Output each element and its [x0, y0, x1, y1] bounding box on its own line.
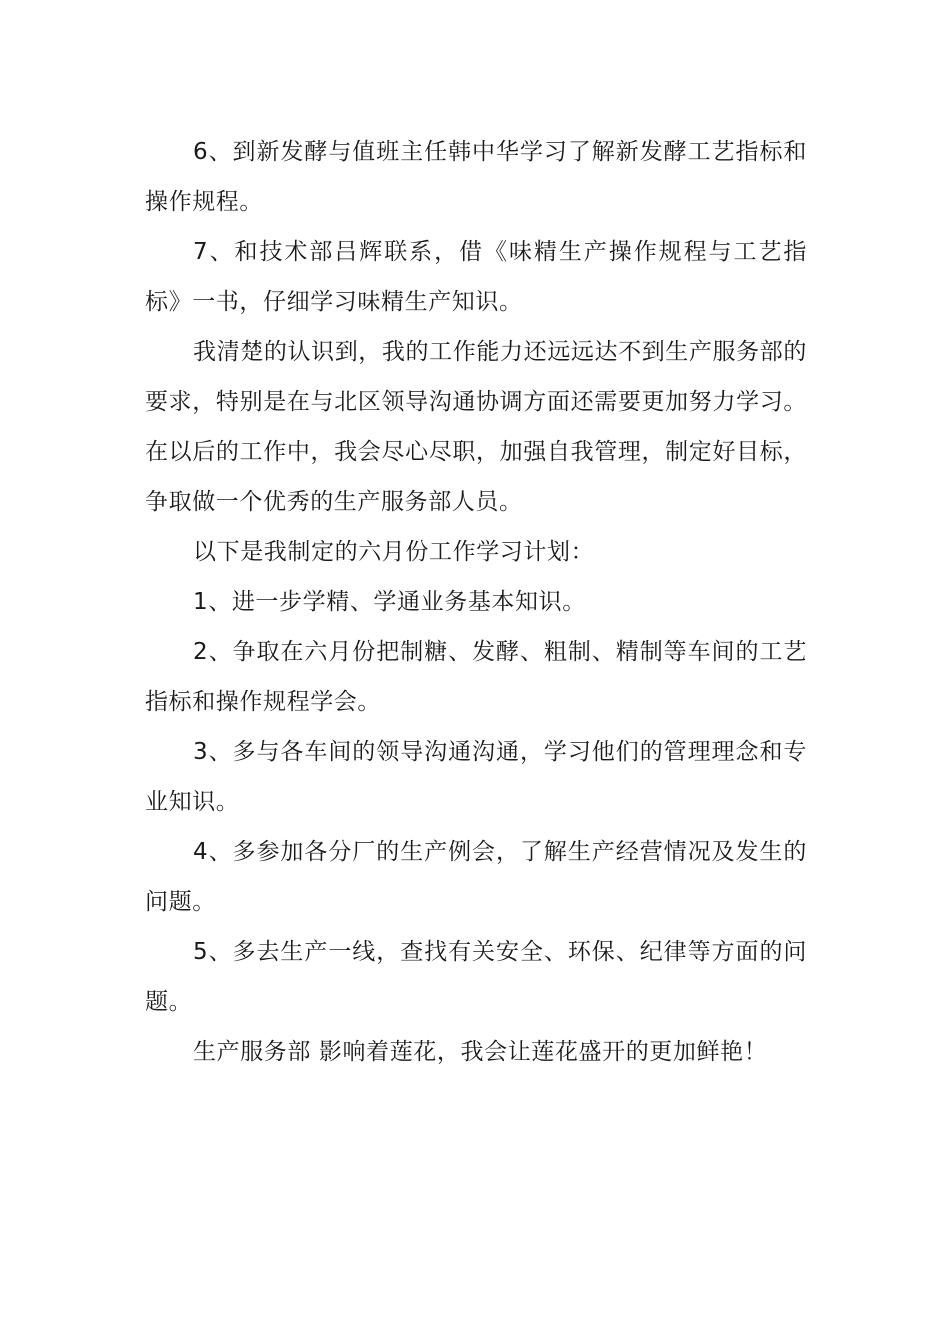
paragraph-closing: 生产服务部 影响着莲花，我会让莲花盛开的更加鲜艳！: [193, 1039, 768, 1065]
paragraph-plan-intro: 以下是我制定的六月份工作学习计划：: [193, 539, 595, 565]
paragraph-plan-item-4: 4、多参加各分厂的生产例会，了解生产经营情况及发生的问题。: [145, 839, 807, 915]
paragraph-plan-item-3: 3、多与各车间的领导沟通沟通，学习他们的管理理念和专业知识。: [145, 739, 807, 815]
paragraph-item-6-new-fermentation: 6、到新发酵与值班主任韩中华学习了解新发酵工艺指标和操作规程。: [145, 139, 807, 215]
paragraph-self-assessment: 我清楚的认识到，我的工作能力还远远达不到生产服务部的要求，特别是在与北区领导沟通协调方面还需要更加努力学习。在以后的工作中，我会尽心尽职，加强自我管理，制定好目标，争取做一个优秀的生产服务部人员。: [145, 339, 807, 515]
paragraph-plan-item-5: 5、多去生产一线，查找有关安全、环保、纪律等方面的问题。: [145, 939, 807, 1015]
document-page: [145, 127, 807, 1077]
paragraph-plan-item-1: 1、进一步学精、学通业务基本知识。: [193, 589, 586, 615]
paragraph-item-7-technical-dept: 7、和技术部吕辉联系，借《味精生产操作规程与工艺指标》一书，仔细学习味精生产知识。: [145, 239, 807, 315]
paragraph-plan-item-2: 2、争取在六月份把制糖、发酵、粗制、精制等车间的工艺指标和操作规程学会。: [145, 639, 807, 715]
